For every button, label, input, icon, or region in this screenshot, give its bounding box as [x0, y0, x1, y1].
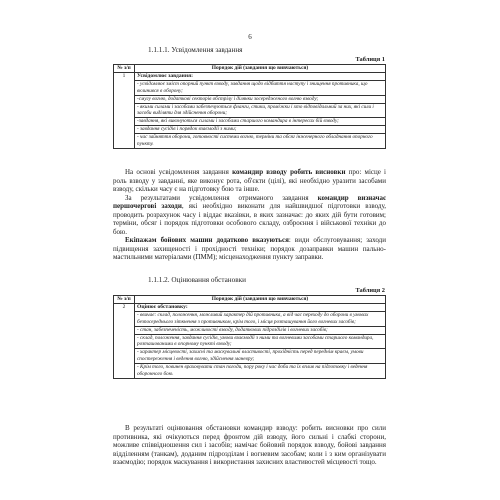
table-item: - стан, забезпеченість, можливості взводу, додаткових підрозділів і вогневих засобів;	[135, 326, 386, 334]
table-row	[114, 126, 386, 134]
col-title-header: Порядок дій (завдання що вивчаються)	[135, 296, 386, 304]
table-2	[113, 295, 386, 379]
table-row	[114, 326, 386, 334]
table-caption-1: Таблиця 1	[355, 56, 385, 63]
page-number: 6	[248, 33, 252, 41]
table-item: - ввичає: склад, положення, можливий характер дій противника, а від час переходу до оборони в умовах безпосереднього зіткнення з противником, крім того, і місця розташування його вогневих засобів;	[135, 311, 386, 326]
table-item: -завдання, які виконуються силами і засобами старшого командира в інтересах бій взводу;	[135, 118, 386, 126]
table-row	[114, 72, 386, 80]
table-row	[114, 303, 386, 311]
table-row	[114, 103, 386, 118]
paragraph: Екіпажам бойових машин додатково вказуються: види обслуговування; заходи підвищення захищеності і прохідності техніки; порядок дозаправки машин пально-мастильними матеріалами (ПММ); місценаходження пункту заправки.	[113, 236, 386, 262]
table-1	[113, 64, 386, 149]
table-item: - усвідомлює зміст опорний пункт взводу, завдання щодо відбиття наступу і знищення противника, що вклинився в оборону;	[135, 80, 386, 95]
row-title: Оцінює обстановку:	[135, 303, 386, 311]
row-title: Усвідомлює завдання:	[135, 72, 386, 80]
table-header-row	[114, 65, 386, 73]
table-item: - час зайняття оборони, готовності системи вогню, терміни та обсяг інженерного обладнання опорного пункту.	[135, 134, 386, 149]
table-row	[114, 334, 386, 349]
section-title-1: 1.1.1.1. Усвідомлення завдання	[148, 46, 243, 54]
table-row	[114, 364, 386, 379]
table-item: - якими силами і засобами забезпечуються фланги, стики, проміжки і хто відповідальний за них, які сили і засоби виділяти для здійснення оборони;	[135, 103, 386, 118]
table-row	[114, 95, 386, 103]
table-row	[114, 118, 386, 126]
table-item: - склад, положення, завдання сусідів, умови взаємодії з ними та вогневими засобами старшого командира, розташованими в опорному пункті взводу;	[135, 334, 386, 349]
table-item: - Крім того, повинен враховувати стан погоди, пору року і час доби та їх вплив на підготовку і ведення оборонного бою.	[135, 364, 386, 379]
col-num-header: № з/п	[114, 296, 135, 304]
paragraph: В результаті оцінювання обстановки командир взводу: робить висновки про сили противника, які очікуються перед фронтом дій взводу, його сильні і слабкі сторони, можливе співвідношення сил і засобів; намічає бойовий порядок взводу, бойові завдання відділенням (танкам), доданим підрозділам і вогневим засобам; коли і з ким організувати взаємодію; порядок маскування і використання захисних властивостей місцевості тощо.	[113, 424, 386, 467]
table-item: -смугу вогню, додаткові секторів обстрілу і ділянки зосередженого вогню взводу;	[135, 95, 386, 103]
section-title-2: 1.1.1.2. Оцінювання обстановки	[148, 276, 246, 284]
paragraph: На основі усвідомлення завдання командир взводу робить висновки про: місце і роль взводу у завданні, яке виконує рота, об'єкти (цілі), які необхідно уразити засобами взводу, скільки часу є на підготовку бою та інше.	[113, 168, 386, 194]
table-header-row	[114, 296, 386, 304]
table-row	[114, 311, 386, 326]
paragraph: За результатами усвідомлення отриманого завдання командир визначає першочергові заходи, які необхідно виконати для найшвидшої підготовки взводу, проводить розрахунок часу і віддає вказівки, в яких зазначає: до яких дій бути готовим; терміни, обсяг і порядок підготовки особового складу, озброєння і військової техніки до бою.	[113, 193, 387, 236]
body-text-1	[113, 168, 386, 262]
row-number: 2	[114, 303, 135, 378]
table-row	[114, 349, 386, 364]
col-num-header: № з/п	[114, 65, 135, 73]
table-row	[114, 134, 386, 149]
row-number: 1	[114, 72, 135, 148]
table-row	[114, 80, 386, 95]
table-caption-2: Таблиця 2	[355, 287, 385, 294]
table-item: - завдання сусідів і порядок взаємодії з ними;	[135, 126, 386, 134]
body-text-2	[113, 424, 386, 467]
col-title-header: Порядок дій (завдання що вивчаються)	[135, 65, 386, 73]
table-item: - характер місцевості, захисні та маскувальні властивості, прохідність перед переднім краєм, умови спостереження і ведення вогню, здійснення маневру;	[135, 349, 386, 364]
